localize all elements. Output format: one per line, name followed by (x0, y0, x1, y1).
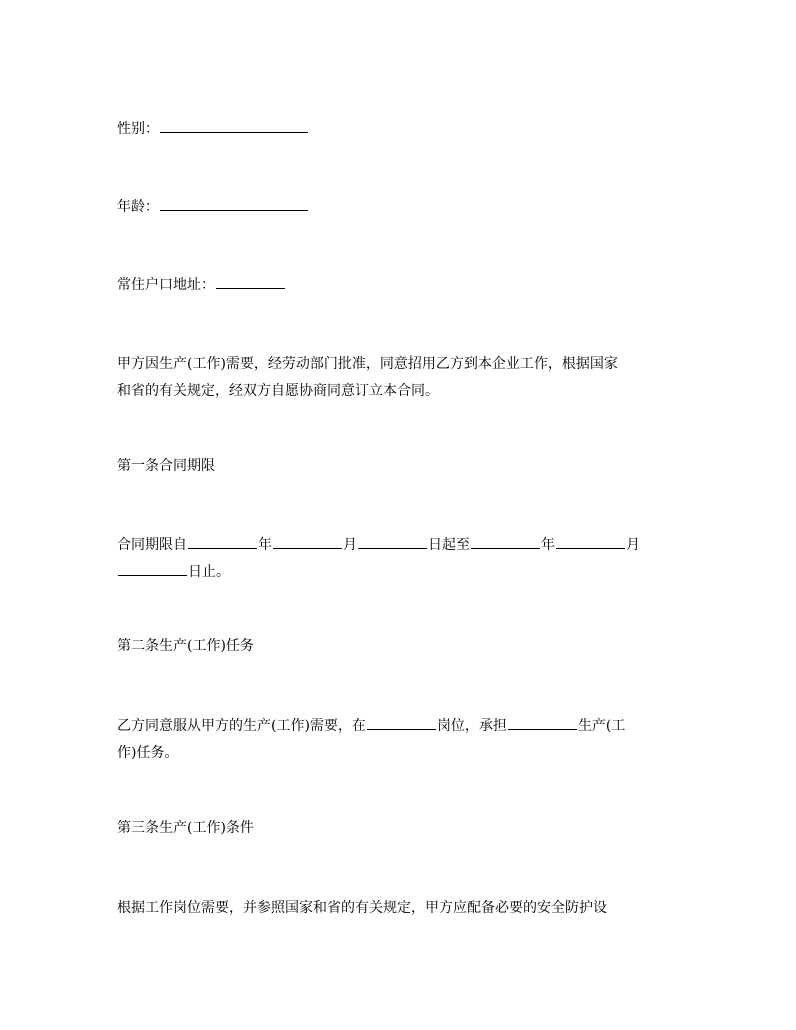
start-month-blank (273, 547, 342, 549)
article-2-paragraph-line-2: 作)任务。 (117, 745, 179, 761)
start-day-blank (358, 547, 427, 549)
gender-blank (160, 131, 308, 133)
month-label: 月 (343, 537, 357, 553)
year-label: 年 (258, 537, 272, 553)
article-1-title: 第一条合同期限 (117, 458, 215, 474)
article-1-paragraph-line-1 (117, 531, 683, 559)
article-3-paragraph-line-1: 根据工作岗位需要，并参照国家和省的有关规定，甲方应配备必要的安全防护设 (117, 900, 607, 916)
article-2-text-3: 生产(工 (577, 718, 626, 734)
intro-paragraph-line-1: 甲方因生产(工作)需要，经劳动部门批准，同意招用乙方到本企业工作，根据国家 (117, 356, 618, 372)
end-day-blank (118, 574, 187, 576)
end-month-blank (556, 547, 625, 549)
article-2-text-2: 岗位，承担 (436, 718, 507, 734)
month-label-2: 月 (626, 537, 640, 553)
gender-field (117, 115, 683, 143)
article-2-title: 第二条生产(工作)任务 (117, 638, 254, 654)
gender-label: 性别： (117, 121, 159, 137)
position-blank (367, 728, 436, 730)
age-label: 年龄： (117, 199, 159, 215)
article-3-title: 第三条生产(工作)条件 (117, 820, 254, 836)
term-from-label: 合同期限自 (117, 537, 187, 553)
age-field (117, 193, 683, 221)
start-year-blank (188, 547, 257, 549)
address-field (117, 271, 683, 299)
task-blank (508, 728, 577, 730)
day-end-label: 日止。 (188, 564, 230, 580)
article-2-paragraph-line-1 (117, 712, 683, 740)
intro-paragraph-line-2: 和省的有关规定，经双方自愿协商同意订立本合同。 (117, 383, 439, 399)
end-year-blank (471, 547, 540, 549)
age-blank (160, 209, 308, 211)
article-1-paragraph-line-2 (117, 558, 683, 586)
address-label: 常住户口地址： (117, 277, 215, 293)
address-blank (216, 287, 285, 289)
year-label-2: 年 (541, 537, 555, 553)
day-until-label: 日起至 (428, 537, 470, 553)
article-2-text-1: 乙方同意服从甲方的生产(工作)需要，在 (117, 718, 366, 734)
